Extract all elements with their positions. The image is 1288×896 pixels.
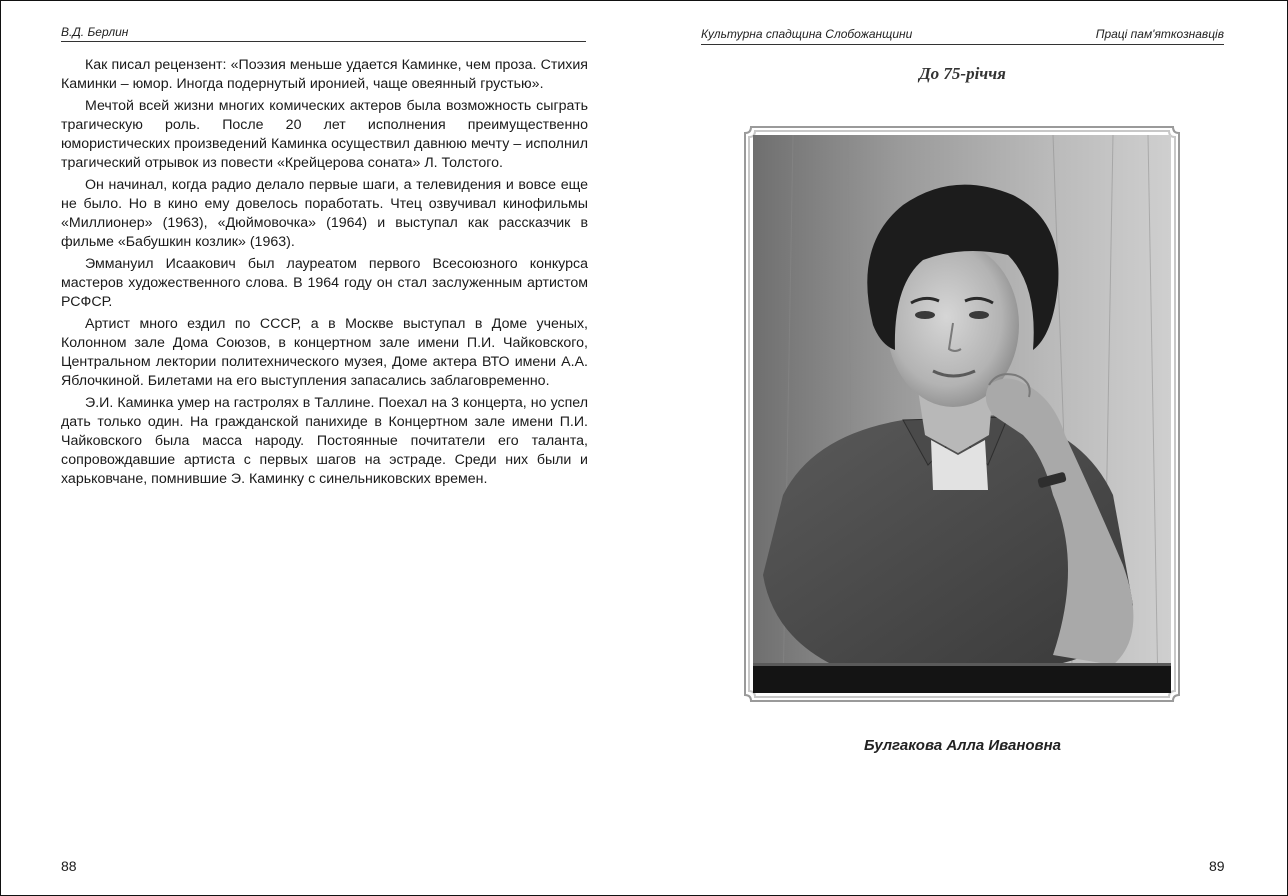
- section-title: До 75-річчя: [919, 64, 1006, 83]
- right-running-head: [701, 27, 1224, 45]
- left-running-head: В.Д. Берлин: [61, 25, 586, 42]
- paragraph: Мечтой всей жизни многих комических актеров была возможность сыграть трагическую роль. После 20 лет исполнения преимущественно юмористических произведений Каминка осуществил давнюю мечту – исполнил трагический отрывок из повести «Крейцерова соната» Л. Толстого.: [61, 98, 588, 171]
- paragraph: Эммануил Исаакович был лауреатом первого Всесоюзного конкурса мастеров художественного слова. В 1964 году он стал заслуженным артистом РСФСР.: [61, 256, 588, 310]
- photo-caption: Булгакова Алла Ивановна: [863, 737, 1062, 754]
- right-page-number: 89: [1209, 858, 1225, 874]
- paragraph: Э.И. Каминка умер на гастролях в Таллине. Поехал на 3 концерта, но успел дать только один. На гражданской панихиде в Концертном зале имени П.И. Чайковского была масса народу. Постоянные почитатели его таланта, сопровождавшие артиста с первых шагов на эстраде. Среди них были и харьковчане, помнившие Э. Каминку с синельниковских времен.: [61, 395, 588, 487]
- left-page-text: [61, 56, 588, 492]
- portrait-photo: [753, 135, 1171, 693]
- portrait-frame: [743, 125, 1181, 703]
- running-head-journal: Культурна спадщина Слобожанщини: [701, 27, 913, 41]
- paragraph: Артист много ездил по СССР, а в Москве выступал в Доме ученых, Колонном зале Дома Союзов, в концертном зале имени П.И. Чайковского, Центральном лектории политехнического музея, Доме актера ВТО имени А.А. Яблочкиной. Билетами на его выступления запасались заблаговременно.: [61, 316, 588, 389]
- portrait-illustration: [753, 135, 1171, 693]
- left-page-number: 88: [61, 858, 77, 874]
- running-head-section: Праці пам'яткознавців: [1095, 27, 1224, 41]
- paragraph: Как писал рецензент: «Поэзия меньше удается Каминке, чем проза. Стихия Каминки – юмор. Иногда подернутый иронией, чаще овеянный грустью».: [61, 57, 588, 92]
- paragraph: Он начинал, когда радио делало первые шаги, а телевидения и вовсе еще не было. Но в кино ему довелось поработать. Чтец озвучивал кинофильмы «Миллионер» (1963), «Дюймовочка» (1964) и выступал как рассказчик в фильме «Бабушкин козлик» (1963).: [61, 177, 588, 250]
